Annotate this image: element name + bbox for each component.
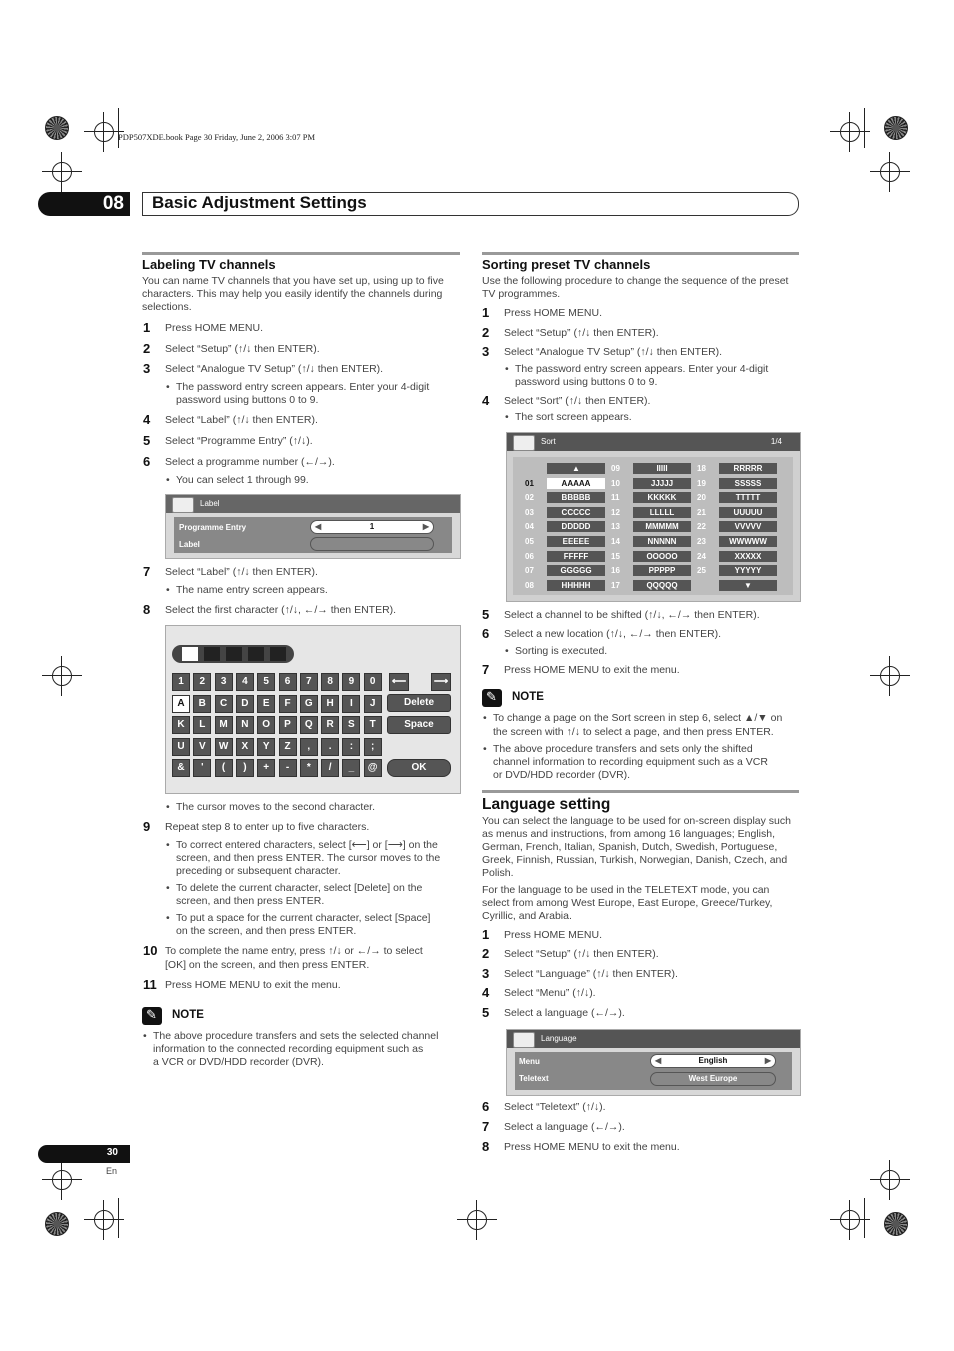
sort-channel-number: 20 bbox=[697, 493, 706, 503]
label-field[interactable] bbox=[310, 537, 434, 551]
sort-channel-cell[interactable]: YYYYY bbox=[719, 565, 777, 576]
labeling-step: 6 Select a programme number (←/→). bbox=[143, 454, 335, 469]
char-key[interactable]: X bbox=[236, 738, 254, 756]
programme-entry-label: Programme Entry bbox=[179, 523, 247, 532]
sort-channel-cell[interactable]: EEEEE bbox=[547, 536, 605, 547]
bullet: • The password entry screen appears. Enter your 4-digit bbox=[176, 381, 429, 394]
space-key[interactable]: Space bbox=[387, 716, 451, 734]
crop-mark bbox=[864, 1198, 865, 1238]
bullet: • The password entry screen appears. Enter your 4-digit bbox=[515, 363, 768, 376]
sort-channel-cell[interactable]: LLLLL bbox=[633, 507, 691, 518]
registration-disc-icon bbox=[45, 116, 69, 140]
crosshair-icon bbox=[48, 158, 76, 186]
sort-channel-number: 08 bbox=[525, 580, 534, 590]
ok-key[interactable]: OK bbox=[387, 759, 451, 777]
char-key[interactable]: D bbox=[236, 695, 254, 713]
char-key[interactable]: 9 bbox=[342, 673, 360, 691]
labeling-step: 1 Press HOME MENU. bbox=[143, 320, 264, 335]
labeling-step: 7 Select “Label” (↑/↓ then ENTER). bbox=[143, 564, 318, 579]
char-key[interactable]: V bbox=[193, 738, 211, 756]
label-screen: Label Programme Entry ◀ 1 ▶ Label bbox=[165, 494, 461, 559]
char-key[interactable]: ) bbox=[236, 759, 254, 777]
sorting-step: 1 Press HOME MENU. bbox=[482, 305, 603, 320]
char-key[interactable]: @ bbox=[364, 759, 382, 777]
language-screen: Language Menu ◀ English ▶ Teletext West Europe bbox=[506, 1029, 801, 1096]
name-entry-field bbox=[172, 645, 294, 663]
sort-channel-number: 05 bbox=[525, 537, 534, 546]
char-key[interactable]: Y bbox=[257, 738, 275, 756]
crosshair-icon bbox=[836, 118, 864, 146]
note-text: • To change a page on the Sort screen in step 6, select ▲/▼ on bbox=[493, 712, 782, 725]
char-key[interactable]: 6 bbox=[279, 673, 297, 691]
language-code: En bbox=[106, 1166, 118, 1176]
sort-channel-number: 13 bbox=[611, 522, 620, 532]
language-step: 1 Press HOME MENU. bbox=[482, 927, 603, 942]
language-teletext: For the language to be used in the TELETEXT mode, you can select from among West Europe, East Europe, Greece/Turkey, Cyrillic, and Arabia. bbox=[482, 884, 773, 922]
menu-icon bbox=[513, 1032, 535, 1048]
sort-channel-number: 15 bbox=[611, 551, 620, 561]
char-key[interactable]: Q bbox=[300, 716, 318, 734]
language-step: 4 Select “Menu” (↑/↓). bbox=[482, 985, 596, 1000]
char-key[interactable]: M bbox=[215, 716, 233, 734]
char-key[interactable]: B bbox=[193, 695, 211, 713]
crosshair-icon bbox=[836, 1206, 864, 1234]
bullet: • To correct entered characters, select [⟵] or [⟶] on the bbox=[176, 839, 438, 852]
language-step: 5 Select a language (←/→). bbox=[482, 1005, 625, 1020]
bullet-cont: preceding or subsequent character. bbox=[176, 865, 341, 877]
teletext-row-label: Teletext bbox=[519, 1074, 549, 1083]
char-key[interactable]: K bbox=[172, 716, 190, 734]
sort-channel-cell[interactable]: GGGGG bbox=[547, 565, 605, 576]
teletext-language-selector[interactable]: West Europe bbox=[650, 1072, 776, 1086]
section-rule bbox=[482, 252, 799, 255]
char-key[interactable]: . bbox=[321, 738, 339, 756]
crosshair-icon bbox=[90, 118, 118, 146]
labeling-step: 4 Select “Label” (↑/↓ then ENTER). bbox=[143, 412, 318, 427]
section-heading-labeling: Labeling TV channels bbox=[142, 257, 276, 272]
char-key[interactable]: , bbox=[300, 738, 318, 756]
char-key[interactable]: ( bbox=[215, 759, 233, 777]
sort-channel-cell[interactable]: QQQQQ bbox=[633, 580, 691, 591]
sort-channel-cell[interactable]: FFFFF bbox=[547, 551, 605, 562]
char-key[interactable]: R bbox=[321, 716, 339, 734]
char-key[interactable]: I bbox=[342, 695, 360, 713]
char-key[interactable]: + bbox=[257, 759, 275, 777]
sort-channel-number: 17 bbox=[611, 580, 620, 590]
bullet: • The sort screen appears. bbox=[515, 411, 632, 424]
bullet: • The cursor moves to the second character. bbox=[176, 801, 375, 814]
crop-mark bbox=[118, 108, 119, 148]
sort-screen: Sort 1/4 ▲ 01 AAAAA 02 BBBBB 03 CCCCC 04 DDDDD 05 EEEEE 06 FFFFF 07 GGGGG 08 HHHHH 09 IIIII 10 JJJJJ 11 KKKKK 12 LLLLL 13 MMMMM 14 NNNNN 15 OOOOO 16 PPPPP 17 QQQQQ 18 RRRRR 19 SSSSS 20 TTTTT 21 UUUUU 22 VVVVV 23 WWWWW 24 XXXXX 25 YYYYY ▼ bbox=[506, 432, 801, 602]
step-cont: [OK] on the screen, and then press ENTER. bbox=[165, 959, 370, 971]
labeling-step: 8 Select the first character (↑/↓, ←/→ then ENTER). bbox=[143, 602, 397, 617]
sort-channel-number: 23 bbox=[697, 537, 706, 546]
menu-language-selector[interactable]: ◀ English ▶ bbox=[650, 1054, 776, 1068]
menu-icon bbox=[513, 435, 535, 451]
sort-channel-number: 22 bbox=[697, 522, 706, 532]
char-key[interactable]: A bbox=[172, 695, 190, 713]
language-step: 6 Select “Teletext” (↑/↓). bbox=[482, 1099, 606, 1114]
programme-entry-selector[interactable]: ◀ 1 ▶ bbox=[310, 520, 434, 534]
sort-channel-cell[interactable]: SSSSS bbox=[719, 478, 777, 489]
char-key[interactable]: & bbox=[172, 759, 190, 777]
sort-channel-cell[interactable]: IIIII bbox=[633, 463, 691, 474]
sort-channel-number: 02 bbox=[525, 493, 534, 503]
crosshair-icon bbox=[48, 1166, 76, 1194]
sort-channel-number: 10 bbox=[611, 478, 620, 488]
bullet: • The name entry screen appears. bbox=[176, 584, 328, 597]
bullet-cont: password using buttons 0 to 9. bbox=[176, 394, 319, 406]
char-key[interactable]: J bbox=[364, 695, 382, 713]
char-key[interactable]: H bbox=[321, 695, 339, 713]
registration-disc-icon bbox=[884, 116, 908, 140]
crosshair-icon bbox=[48, 662, 76, 690]
label-row: Label bbox=[179, 540, 200, 549]
sort-channel-cell[interactable]: XXXXX bbox=[719, 551, 777, 562]
sort-channel-number: 07 bbox=[525, 566, 534, 576]
sort-channel-cell[interactable]: OOOOO bbox=[633, 551, 691, 562]
sort-channel-number: 25 bbox=[697, 566, 706, 576]
sort-channel-cell[interactable]: AAAAA bbox=[547, 478, 605, 489]
sorting-step: 6 Select a new location (↑/↓, ←/→ then ENTER). bbox=[482, 626, 722, 641]
sort-channel-cell[interactable]: BBBBB bbox=[547, 492, 605, 503]
arrow-right-icon: ▶ bbox=[764, 1056, 771, 1065]
char-key[interactable]: C bbox=[215, 695, 233, 713]
sorting-step: 4 Select “Sort” (↑/↓ then ENTER). bbox=[482, 393, 651, 408]
file-info: PDP507XDE.book Page 30 Friday, June 2, 2006 3:07 PM bbox=[118, 132, 316, 142]
char-key[interactable]: N bbox=[236, 716, 254, 734]
sort-channel-number: 01 bbox=[525, 478, 534, 488]
labeling-intro: You can name TV channels that you have set up, using up to five characters. This may help you easily identify the channels during selections. bbox=[142, 275, 444, 313]
note-cont: channel information to recording equipment such as a VCR bbox=[493, 756, 768, 768]
registration-disc-icon bbox=[45, 1212, 69, 1236]
language-step: 8 Press HOME MENU to exit the menu. bbox=[482, 1139, 680, 1154]
crop-mark bbox=[864, 108, 865, 148]
note-text: • The above procedure transfers and sets only the shifted bbox=[493, 743, 753, 756]
note-icon bbox=[142, 1007, 162, 1025]
sort-channel-cell[interactable]: JJJJJ bbox=[633, 478, 691, 489]
sort-channel-number: 19 bbox=[697, 478, 706, 488]
sort-channel-cell[interactable]: UUUUU bbox=[719, 507, 777, 518]
language-step: 3 Select “Language” (↑/↓ then ENTER). bbox=[482, 966, 678, 981]
delete-key[interactable]: Delete bbox=[387, 694, 451, 712]
note-text: • The above procedure transfers and sets the selected channel bbox=[153, 1030, 438, 1043]
char-key[interactable]: 5 bbox=[257, 673, 275, 691]
sort-channel-cell[interactable]: ▲ bbox=[547, 463, 605, 474]
char-key[interactable]: ; bbox=[364, 738, 382, 756]
sort-channel-cell[interactable]: DDDDD bbox=[547, 521, 605, 532]
char-key[interactable]: 0 bbox=[364, 673, 382, 691]
labeling-step: 2 Select “Setup” (↑/↓ then ENTER). bbox=[143, 341, 320, 356]
sort-channel-cell[interactable]: ▼ bbox=[719, 580, 777, 591]
language-intro: You can select the language to be used for on-screen display such as menus and instructions, from among 16 languages; English, German, French, Italian, Spanish, Dutch, Swedish, Portuguese, Greek, Finnish, Russian, Turkish, Norwegian, Danish, Czech, and Polish. bbox=[482, 815, 791, 879]
arrow-right-key[interactable]: ⟶ bbox=[431, 673, 451, 691]
sort-channel-number: 12 bbox=[611, 507, 620, 517]
char-key[interactable]: _ bbox=[342, 759, 360, 777]
char-key[interactable]: O bbox=[257, 716, 275, 734]
char-key[interactable]: S bbox=[342, 716, 360, 734]
sort-channel-cell[interactable]: KKKKK bbox=[633, 492, 691, 503]
bullet-cont: screen, and then press ENTER. The cursor moves to the bbox=[176, 852, 441, 864]
section-rule bbox=[482, 790, 799, 793]
arrow-left-icon: ◀ bbox=[315, 522, 322, 531]
char-key[interactable]: * bbox=[300, 759, 318, 777]
sort-channel-number: 18 bbox=[697, 464, 706, 473]
char-key[interactable]: W bbox=[215, 738, 233, 756]
section-heading-sorting: Sorting preset TV channels bbox=[482, 257, 651, 272]
note-cont: the screen with ↑/↓ to select a page, and then press ENTER. bbox=[493, 726, 774, 738]
char-key[interactable]: 3 bbox=[215, 673, 233, 691]
sorting-step: 7 Press HOME MENU to exit the menu. bbox=[482, 662, 680, 677]
name-entry-keyboard bbox=[165, 625, 461, 794]
language-step: 7 Select a language (←/→). bbox=[482, 1119, 625, 1134]
sort-channel-cell[interactable]: TTTTT bbox=[719, 492, 777, 503]
char-key[interactable]: - bbox=[279, 759, 297, 777]
page-number-badge: 30 bbox=[38, 1145, 130, 1163]
sort-channel-number: 04 bbox=[525, 522, 534, 532]
chapter-number-badge: 08 bbox=[38, 192, 130, 216]
sort-channel-cell[interactable]: MMMMM bbox=[633, 521, 691, 532]
char-key[interactable]: 2 bbox=[193, 673, 211, 691]
note-cont: information to the connected recording equipment such as bbox=[153, 1043, 424, 1055]
crosshair-icon bbox=[463, 1206, 491, 1234]
sort-channel-cell[interactable]: VVVVV bbox=[719, 521, 777, 532]
labeling-step: 3 Select “Analogue TV Setup” (↑/↓ then ENTER). bbox=[143, 361, 384, 376]
char-key[interactable]: F bbox=[279, 695, 297, 713]
arrow-left-key[interactable]: ⟵ bbox=[389, 673, 409, 691]
arrow-left-icon: ◀ bbox=[655, 1056, 662, 1065]
char-key[interactable]: 7 bbox=[300, 673, 318, 691]
labeling-step: 9 Repeat step 8 to enter up to five characters. bbox=[143, 819, 370, 834]
bullet-cont: on the screen, and then press ENTER. bbox=[176, 925, 357, 937]
labeling-step: 5 Select “Programme Entry” (↑/↓). bbox=[143, 433, 313, 448]
char-key[interactable]: ' bbox=[193, 759, 211, 777]
char-key[interactable]: L bbox=[193, 716, 211, 734]
sort-channel-number: 21 bbox=[697, 507, 706, 517]
section-heading-language: Language setting bbox=[482, 796, 611, 813]
char-key[interactable]: U bbox=[172, 738, 190, 756]
sorting-step: 2 Select “Setup” (↑/↓ then ENTER). bbox=[482, 325, 659, 340]
sort-channel-cell[interactable]: WWWWW bbox=[719, 536, 777, 547]
sort-channel-cell[interactable]: CCCCC bbox=[547, 507, 605, 518]
crosshair-icon bbox=[876, 662, 904, 690]
sorting-step: 3 Select “Analogue TV Setup” (↑/↓ then ENTER). bbox=[482, 344, 723, 359]
registration-disc-icon bbox=[884, 1212, 908, 1236]
bullet: • Sorting is executed. bbox=[515, 645, 607, 658]
char-key[interactable]: T bbox=[364, 716, 382, 734]
bullet-cont: password using buttons 0 to 9. bbox=[515, 376, 658, 388]
bullet: • You can select 1 through 99. bbox=[176, 474, 309, 487]
chapter-title: Basic Adjustment Settings bbox=[152, 193, 367, 212]
sort-channel-cell[interactable]: PPPPP bbox=[633, 565, 691, 576]
sort-channel-number: 24 bbox=[697, 551, 706, 561]
crosshair-icon bbox=[876, 1166, 904, 1194]
crosshair-icon bbox=[876, 158, 904, 186]
labeling-step: 10 To complete the name entry, press ↑/↓ or ←/→ to select bbox=[143, 943, 423, 958]
char-key[interactable]: 4 bbox=[236, 673, 254, 691]
char-key[interactable]: / bbox=[321, 759, 339, 777]
char-key[interactable]: Z bbox=[279, 738, 297, 756]
menu-icon bbox=[172, 497, 194, 513]
char-key[interactable]: G bbox=[300, 695, 318, 713]
sort-channel-cell[interactable]: RRRRR bbox=[719, 463, 777, 474]
note-label: NOTE bbox=[512, 691, 544, 703]
char-key[interactable]: P bbox=[279, 716, 297, 734]
sort-channel-number: 11 bbox=[611, 493, 620, 503]
sort-channel-number: 16 bbox=[611, 566, 620, 576]
sorting-step: 5 Select a channel to be shifted (↑/↓, ←/→ then ENTER). bbox=[482, 607, 760, 622]
char-key[interactable]: E bbox=[257, 695, 275, 713]
sort-channel-cell[interactable]: HHHHH bbox=[547, 580, 605, 591]
chapter-title-bar bbox=[142, 192, 799, 216]
crop-mark bbox=[118, 1198, 119, 1238]
sort-channel-number: 06 bbox=[525, 551, 534, 561]
sorting-intro: Use the following procedure to change the sequence of the preset TV programmes. bbox=[482, 275, 789, 300]
sort-channel-number: 09 bbox=[611, 464, 620, 473]
bullet: • To put a space for the current character, select [Space] bbox=[176, 912, 430, 925]
char-key[interactable]: 8 bbox=[321, 673, 339, 691]
sort-channel-number: 03 bbox=[525, 507, 534, 517]
bullet-cont: screen, and then press ENTER. bbox=[176, 895, 325, 907]
char-key[interactable]: : bbox=[342, 738, 360, 756]
note-cont: a VCR or DVD/HDD recorder (DVR). bbox=[153, 1056, 324, 1068]
menu-row-label: Menu bbox=[519, 1057, 540, 1066]
arrow-right-icon: ▶ bbox=[422, 522, 429, 531]
note-icon bbox=[482, 689, 502, 707]
sort-channel-cell[interactable]: NNNNN bbox=[633, 536, 691, 547]
note-label: NOTE bbox=[172, 1009, 204, 1021]
sort-channel-number: 14 bbox=[611, 537, 620, 546]
bullet: • To delete the current character, select [Delete] on the bbox=[176, 882, 422, 895]
crosshair-icon bbox=[90, 1206, 118, 1234]
labeling-step: 11 Press HOME MENU to exit the menu. bbox=[143, 977, 341, 992]
section-rule bbox=[142, 252, 460, 255]
note-cont: or DVD/HDD recorder (DVR). bbox=[493, 769, 631, 781]
language-step: 2 Select “Setup” (↑/↓ then ENTER). bbox=[482, 946, 659, 961]
char-key[interactable]: 1 bbox=[172, 673, 190, 691]
